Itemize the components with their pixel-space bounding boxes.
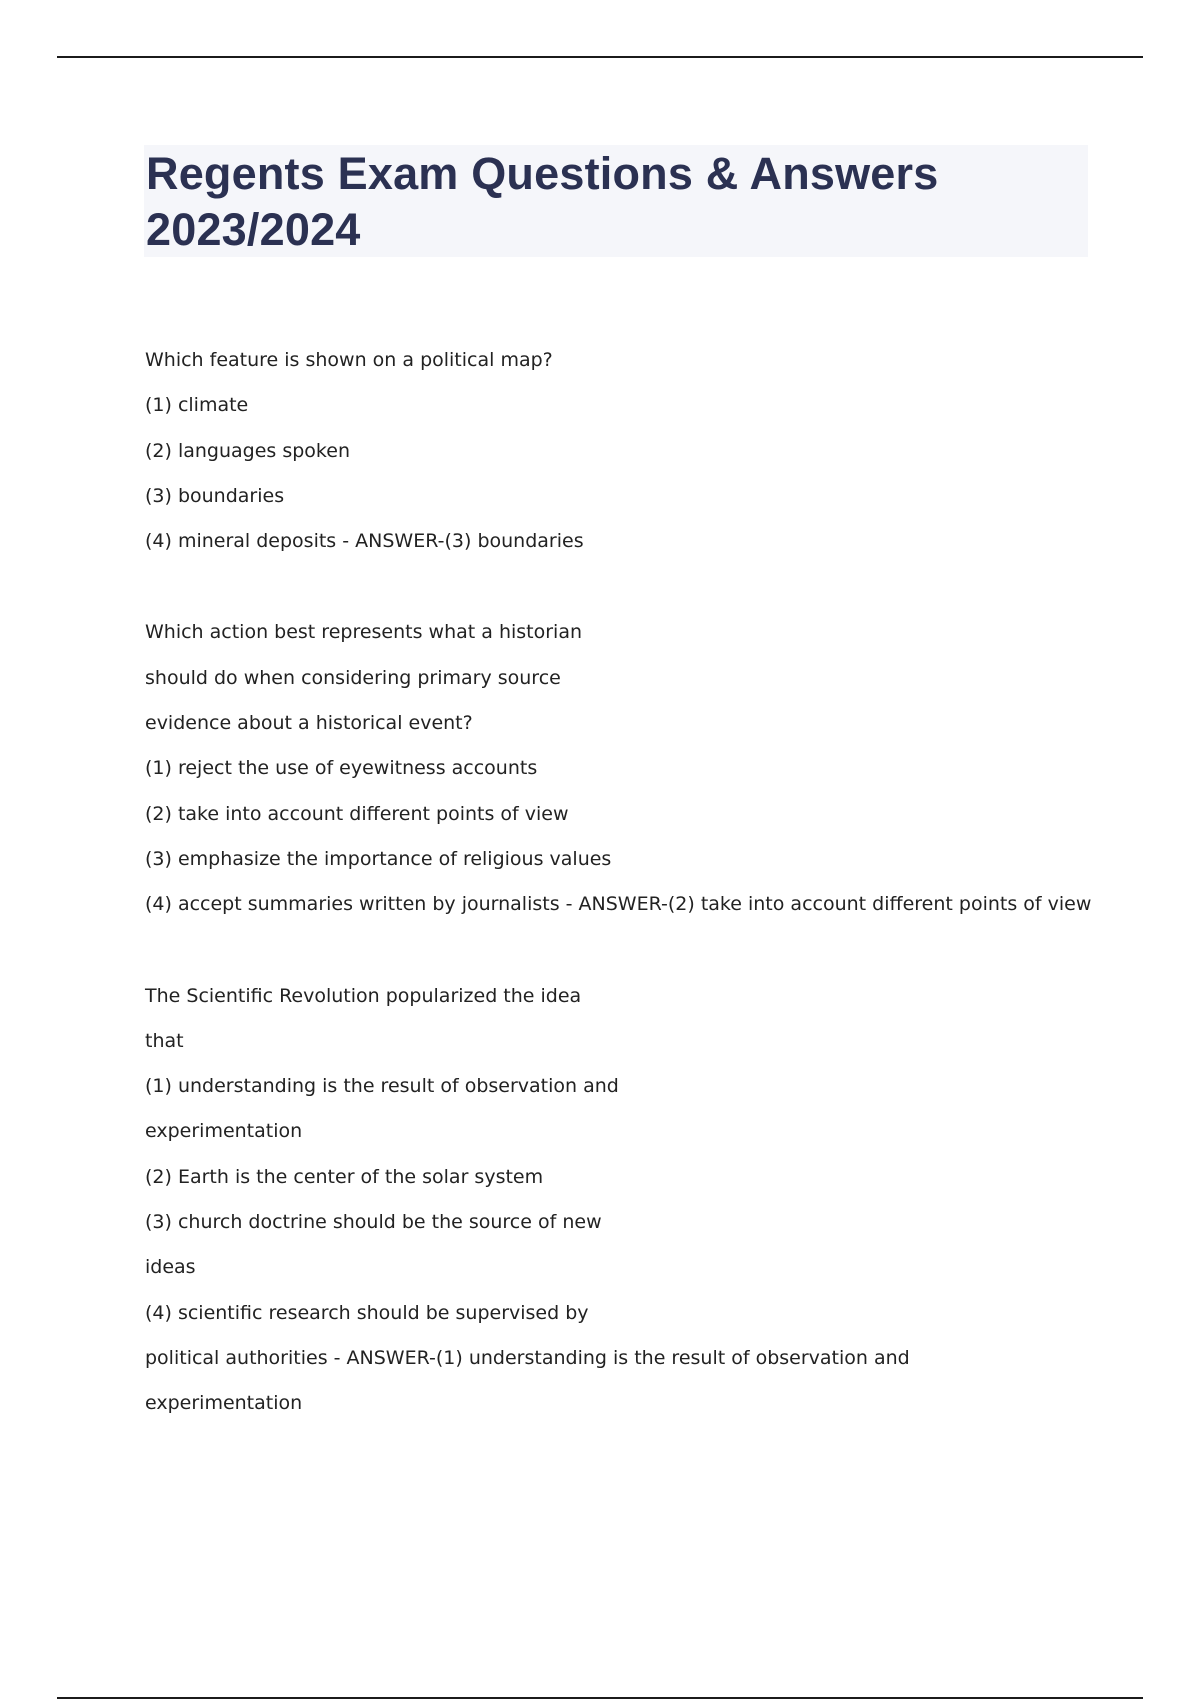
answer-option: (3) church doctrine should be the source of new [145,1211,602,1234]
question-text: that [145,1029,184,1052]
answer-option: (3) emphasize the importance of religious values [145,847,612,870]
answer-option: (1) reject the use of eyewitness accounts [145,757,538,780]
question-text: should do when considering primary source [145,666,561,689]
top-rule [57,56,1143,58]
answer-option: (1) understanding is the result of observation and [145,1075,619,1098]
question-block [145,979,1145,1432]
answer-option: (1) climate [145,394,249,417]
bottom-rule [57,1697,1143,1699]
page-title: Regents Exam Questions & Answers 2023/2024 [146,148,939,255]
question-block [145,615,1145,932]
answer-option-with-answer: political authorities - ANSWER-(1) understanding is the result of observation and [145,1346,910,1369]
answer-option: ideas [145,1256,196,1279]
answer-option: (4) scientific research should be supervised by [145,1301,589,1324]
answer-option: (2) take into account different points of view [145,802,569,825]
answer-option: (2) Earth is the center of the solar system [145,1165,544,1188]
answer-option: (3) boundaries [145,484,285,507]
question-text: Which action best represents what a historian [145,621,583,644]
question-block [145,343,1145,569]
answer-option: (2) languages spoken [145,439,350,462]
questions-content [145,343,1145,1478]
answer-option-with-answer: (4) accept summaries written by journalists - ANSWER-(2) take into account different points of view [145,893,1092,916]
answer-option: experimentation [145,1120,303,1143]
answer-text: experimentation [145,1392,303,1415]
question-text: The Scientific Revolution popularized the idea [145,984,582,1007]
answer-option-with-answer: (4) mineral deposits - ANSWER-(3) boundaries [145,530,584,553]
question-text: evidence about a historical event? [145,712,473,735]
question-text: Which feature is shown on a political map? [145,349,553,371]
